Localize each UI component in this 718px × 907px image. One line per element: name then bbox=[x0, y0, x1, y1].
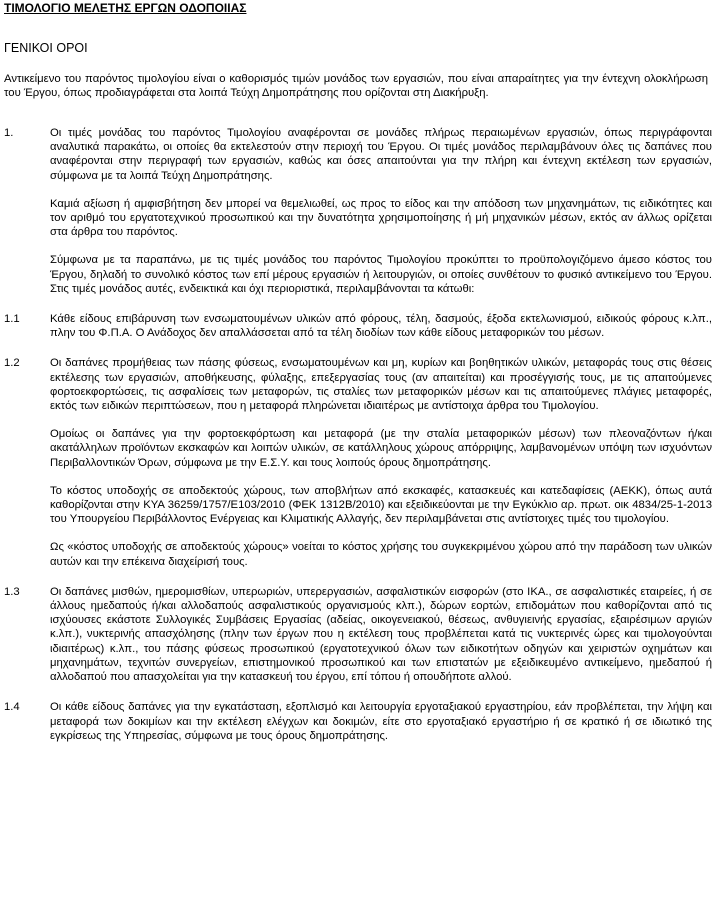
item-paragraph: Οι δαπάνες μισθών, ημερομισθίων, υπερωριών, υπερεργασιών, ασφαλιστικών εισφορών (στο ΙΚΑ., σε ασφαλιστικές εταιρείες, ή σε άλλους ημεδαπούς ή/και αλλοδαπούς ασφαλιστικούς οργανισμούς κλπ.), δώρων εορτών, επιδομάτων που καθορίζονται από τις ισχύουσες εκάστοτε Συλλογικές Συμβάσεις Εργασίας (αδείας, οικογενειακού, θέσεως, ανθυγιεινής εργασίας, εξαιρέσιμων αργιών κ.λπ.), νυκτερινής απασχόλησης (πλην των έργων που η εκτέλεση τους προβλέπεται κατά τις νυκτερινές ώρες και τιμολογούνται ιδιαιτέρως) κ.λπ., του πάσης φύσεως προσωπικού (εργατοτεχνικού όλων των ειδικοτήτων οδηγών και χειριστών οχημάτων και μηχανημάτων, τεχνιτών συνεργείων, επιστημονικού προσωπικού και των επιστατών με εξειδικευμένο αντικείμενο, ημεδαπού ή αλλοδαπού που απασχολείται για την κατασκευή του έργου, επί τόπου ή οπουδήποτε αλλού. bbox=[50, 585, 712, 684]
item-paragraph: Σύμφωνα με τα παραπάνω, με τις τιμές μονάδος του παρόντος Τιμολογίου προκύπτει το προϋπολογιζόμενο άμεσο κόστος του Έργου, δηλαδή το συνολικό κόστος των επί μέρους εργασιών ή λειτουργιών, οι οποίες συνθέτουν το φυσικό αντικείμενο του Έργου. Στις τιμές μονάδος αυτές, ενδεικτικά και όχι περιοριστικά, περιλαμβάνονται τα κάτωθι: bbox=[50, 254, 712, 295]
item-body bbox=[50, 585, 712, 684]
item-paragraph: Κάθε είδους επιβάρυνση των ενσωματουμένων υλικών από φόρους, τέλη, δασμούς, έξοδα εκτελωνισμού, ειδικούς φόρους κ.λπ., πλην του Φ.Π.Α. Ο Ανάδοχος δεν απαλλάσσεται από τα τέλη διοδίων των κάθε είδους μεταφορικών του μέσων. bbox=[50, 313, 712, 340]
item-paragraph: Οι τιμές μονάδας του παρόντος Τιμολογίου αναφέρονται σε μονάδες πλήρως περαιωμένων εργασιών, όπως περιγράφονται αναλυτικά παρακάτω, οι οποίες θα εκτελεστούν στην περιοχή του Έργου. Οι τιμές μονάδος περιλαμβάνουν όλες τις δαπάνες που αναφέρονται στην περιγραφή των εργασιών, καθώς και όσες απαιτούνται για την πλήρη και έντεχνη εκτέλεση των εργασιών, σύμφωνα με τα λοιπά Τεύχη Δημοπράτησης. bbox=[50, 127, 712, 182]
item-paragraph: Ομοίως οι δαπάνες για την φορτοεκφόρτωση και μεταφορά (με την σταλία μεταφορικών μέσων) των πλεοναζόντων ή/και ακατάλληλων προϊόντων εκσκαφών και λοιπών υλικών, σε κατάλληλους χώρους απόρριψης, λαμβανομένων υπόψη των ισχυόντων Περιβαλλοντικών Όρων, σύμφωνα με την Ε.Σ.Υ. και τους λοιπούς όρους δημοπράτησης. bbox=[50, 428, 712, 469]
item-number: 1.4 bbox=[4, 701, 20, 714]
numbered-items-list bbox=[4, 126, 712, 759]
document-title: ΤΙΜΟΛΟΓΙΟ ΜΕΛΕΤΗΣ ΕΡΓΩΝ ΟΔΟΠΟΙΙΑΣ bbox=[4, 1, 247, 15]
intro-paragraph: Αντικείμενο του παρόντος τιμολογίου είναι ο καθορισμός τιμών μονάδος των εργασιών, που είναι απαραίτητες για την έντεχνη ολοκλήρωση του Έργου, όπως προδιαγράφεται στα λοιπά Τεύχη Δημοπράτησης που ορίζονται στη Διακήρυξη. bbox=[4, 73, 708, 100]
list-item bbox=[4, 126, 712, 296]
item-paragraph: Οι κάθε είδους δαπάνες για την εγκατάσταση, εξοπλισμό και λειτουργία εργοταξιακού εργαστηρίου, εάν προβλέπεται, την λήψη και μεταφορά των δοκιμίων και την εκτέλεση ελέγχων και δοκιμών, είτε στο εργοταξιακό εργαστήριο ή σε κρατικό ή σε ιδιωτικό της εγκρίσεως της Υπηρεσίας, σύμφωνα με τους όρους δημοπράτησης. bbox=[50, 701, 712, 742]
item-body bbox=[50, 126, 712, 296]
item-paragraph: Καμιά αξίωση ή αμφισβήτηση δεν μπορεί να θεμελιωθεί, ως προς το είδος και την απόδοση των μηχανημάτων, τις ειδικότητες και τον αριθμό του εργατοτεχνικού προσωπικού και την δυνατότητα χρησιμοποίησης ή μή μηχανικών μέσων, εκτός αν άλλως ορίζεται στα άρθρα του παρόντος. bbox=[50, 197, 712, 239]
item-number: 1.1 bbox=[4, 313, 20, 326]
item-body bbox=[50, 356, 712, 568]
item-paragraph: Το κόστος υποδοχής σε αποδεκτούς χώρους, των αποβλήτων από εκσκαφές, κατασκευές και κατεδαφίσεις (ΑΕΚΚ), όπως αυτά καθορίζονται στην ΚΥΑ 36259/1757/Ε103/2010 (ΦΕΚ 1312Β/2010) και εξειδικεύονται με την Εγκύκλιο αρ. πρωτ. οικ 4834/25-1-2013 του Υπουργείου Περιβάλλοντος Ενέργειας και Κλιματικής Αλλαγής, δεν περιλαμβάνεται στις αντίστοιχες τιμές του τιμολογίου. bbox=[50, 484, 712, 526]
item-body bbox=[50, 700, 712, 743]
item-number: 1. bbox=[4, 127, 14, 139]
item-number: 1.3 bbox=[4, 585, 20, 598]
item-paragraph: Ως «κόστος υποδοχής σε αποδεκτούς χώρους» νοείται το κόστος χρήσης του συγκεκριμένου χώρου από την παράδοση των υλικών αυτών και την επέκεινα διαχείρισή τους. bbox=[50, 541, 712, 568]
section-heading: ΓΕΝΙΚΟΙ ΟΡΟΙ bbox=[4, 41, 88, 55]
item-number: 1.2 bbox=[4, 357, 20, 370]
list-item bbox=[4, 356, 712, 568]
item-body bbox=[50, 312, 712, 340]
list-item bbox=[4, 312, 712, 340]
list-item bbox=[4, 700, 712, 743]
list-item bbox=[4, 585, 712, 684]
item-paragraph: Οι δαπάνες προμήθειας των πάσης φύσεως, ενσωματουμένων και μη, κυρίων και βοηθητικών υλικών, μεταφοράς τους στις θέσεις εκτέλεσης των εργασιών, αποθήκευσης, φύλαξης, επεξεργασίας τους (αν απαιτείται) και προσέγγισής τους, με τις απαιτούμενες φορτοεκφορτώσεις, τις ασφαλίσεις των μεταφορών, τις σταλίες των μεταφορικών μέσων και τις απαιτούμενες πλάγιες μεταφορές, εκτός των ειδικών περιπτώσεων, που η μεταφορά πληρώνεται ιδιαιτέρως με αντίστοιχα άρθρα του Τιμολογίου. bbox=[50, 357, 712, 413]
